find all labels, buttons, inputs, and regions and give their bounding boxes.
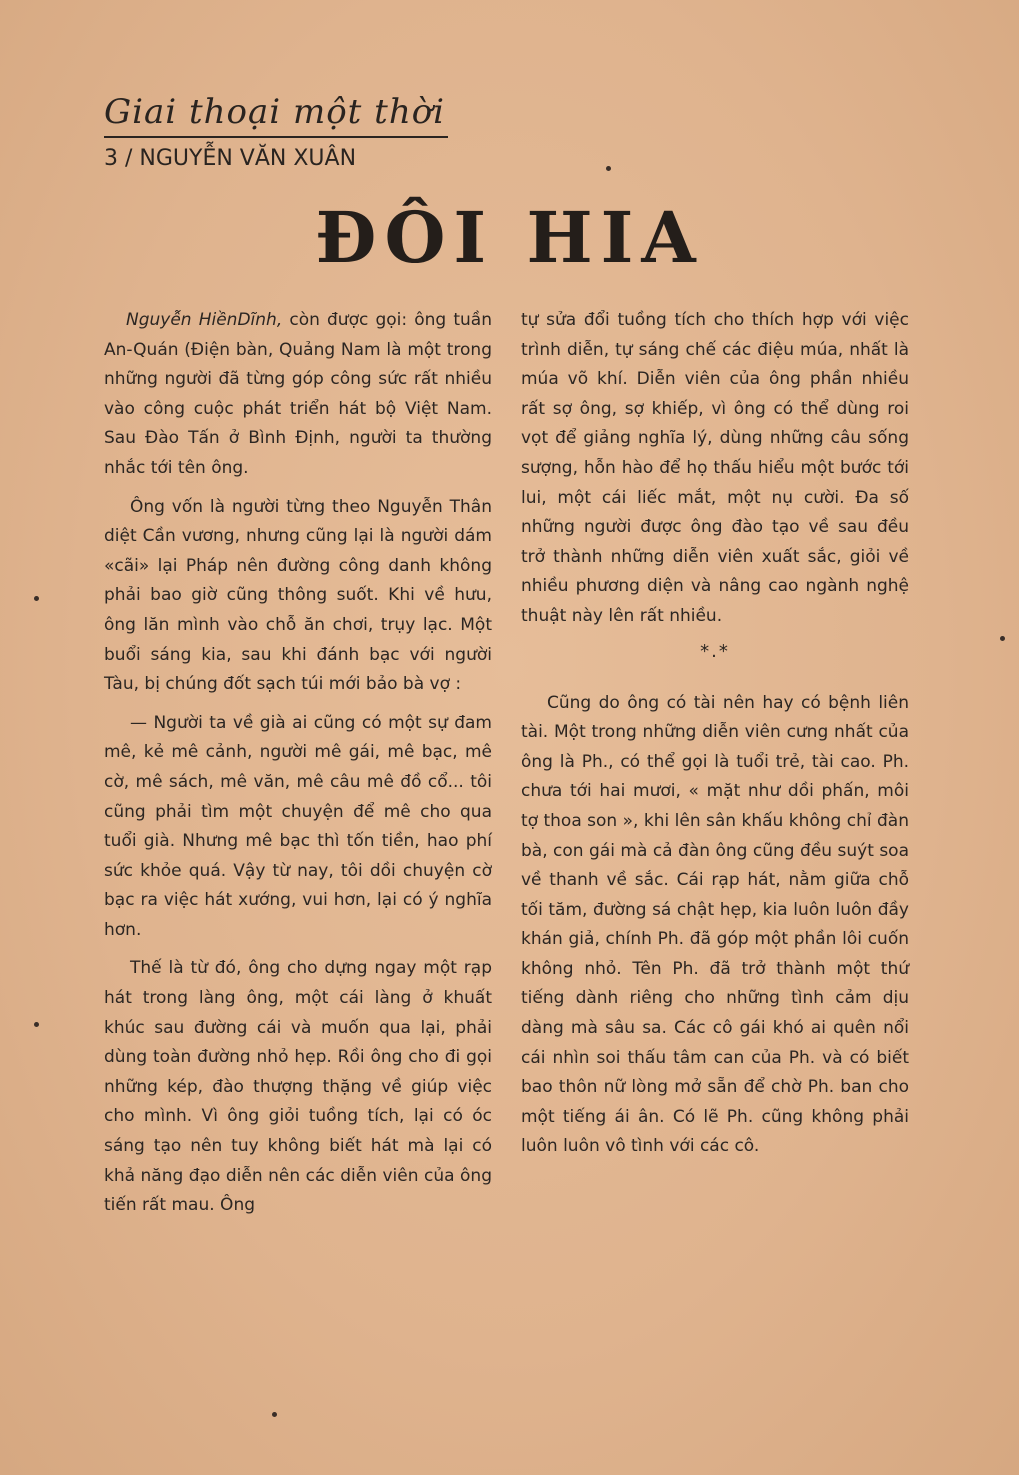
print-speck [1000,636,1005,641]
print-speck [272,1412,277,1417]
series-title: Giai thoại một thời [104,92,446,132]
paragraph-2: Ông vốn là người từng theo Nguyễn Thân diệt Cần vương, nhưng cũng lại là người dám «cãi» lại Pháp nên đường công danh không phải bao giờ cũng thông suốt. Khi về hưu, ông lăn mình vào chỗ ăn chơi, trụy lạc. Một buổi sáng kia, sau khi đánh bạc với người Tàu, bị chúng đốt sạch túi mới bảo bà vợ : [104,496,492,695]
paragraph-6: Cũng do ông có tài nên hay có bệnh liên tài. Một trong những diễn viên cưng nhất của ông là Ph., có thể gọi là tuổi trẻ, tài cao. Ph. chưa tới hai mươi, « mặt như dồi phấn, môi tợ thoa son », khi lên sân khấu không chỉ đàn bà, con gái mà cả đàn ông cũng đều suýt soa về thanh về sắc. Cái rạp hát, nằm giữa chỗ tối tăm, đường sá chật hẹp, kia luôn luôn đầy khán giả, chính Ph. đã góp một phần lôi cuốn không nhỏ. Tên Ph. đã trở thành một thứ tiếng dành riêng cho những tình cảm dịu dàng mà sâu sa. Các cô gái khó ai quên nổi cái nhìn soi thấu tâm can của Ph. và có biết bao thôn nữ lòng mở sẵn để chờ Ph. ban cho một tiếng ái ân. Có lẽ Ph. cũng không phải luôn luôn vô tình với các cô. [521,692,909,1157]
paragraph-5: tự sửa đổi tuồng tích cho thích hợp với việc trình diễn, tự sáng chế các điệu múa, nhất là múa võ khí. Diễn viên của ông phần nhiều rất sợ ông, sợ khiếp, vì ông có thể dùng roi vọt để giảng nghĩa lý, dùng những câu sống sượng, hỗn hào để họ thấu hiểu một bước tới lui, một cái liếc mắt, một nụ cười. Đa số những người được ông đào tạo về sau đều trở thành những diễn viên xuất sắc, giỏi về nhiều phương diện và nâng cao ngành nghệ thuật này lên rất nhiều. [521,310,909,626]
article-title: ĐÔI HIA [315,196,704,279]
section-separator: *.* [700,640,730,662]
paragraph-3: — Người ta về già ai cũng có một sự đam mê, kẻ mê cảnh, người mê gái, mê bạc, mê cờ, mê sách, mê văn, mê câu mê đồ cổ... tôi cũng phải tìm một chuyện để mê cho qua tuổi già. Nhưng mê bạc thì tốn tiền, hao phí sức khỏe quá. Vậy từ nay, tôi dồi chuyện cờ bạc ra việc hát xướng, vui hơn, lại có ý nghĩa hơn. [104,712,492,940]
print-speck [606,166,611,171]
paragraph-1 [104,306,492,484]
right-column [521,306,909,1171]
print-speck [34,596,39,601]
print-speck [34,1022,39,1027]
left-column [104,306,492,1230]
paragraph-1-text: còn được gọi: ông tuần An-Quán (Điện bàn, Quảng Nam là một trong những người đã từng góp công sức rất nhiều vào công cuộc phát triển hát bộ Việt Nam. Sau Đào Tấn ở Bình Định, người ta thường nhắc tới tên ông. [104,310,492,478]
lead-name: Nguyễn HiềnDĩnh, [126,310,283,330]
series-title-underline [104,136,448,138]
paragraph-4: Thế là từ đó, ông cho dựng ngay một rạp hát trong làng ông, một cái làng ở khuất khúc sau đường cái và muốn qua lại, phải dùng toàn đường nhỏ hẹp. Rồi ông cho đi gọi những kép, đào thượng thặng về giúp việc cho mình. Vì ông giỏi tuồng tích, lại có óc sáng tạo nên tuy không biết hát mà lại có khả năng đạo diễn nên các diễn viên của ông tiến rất mau. Ông [104,958,492,1216]
byline: 3 / NGUYỄN VĂN XUÂN [104,146,357,171]
